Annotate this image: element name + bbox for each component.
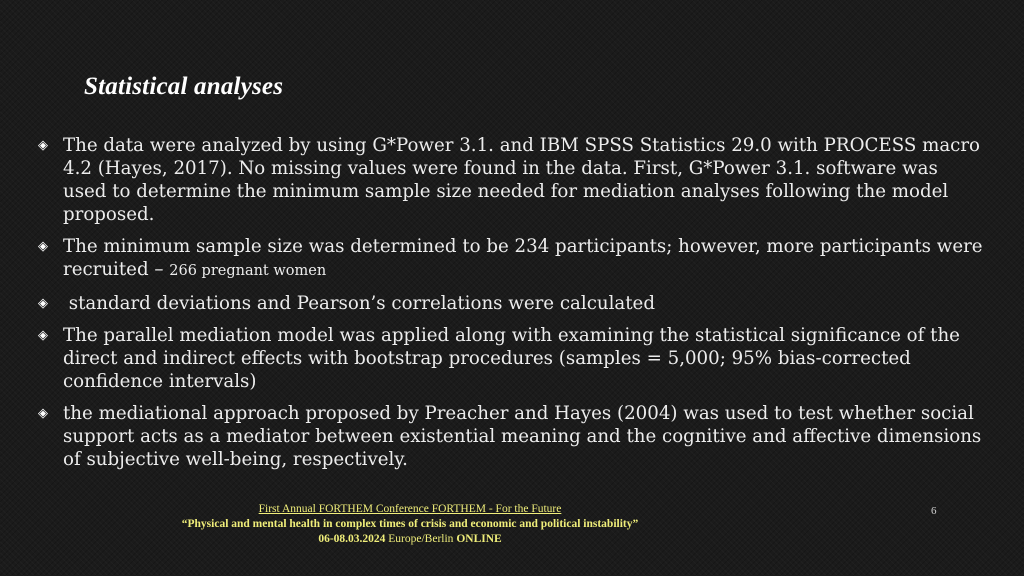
- bullet-item: [36, 235, 986, 283]
- bullet-text: the mediational approach proposed by Preacher and Hayes (2004) was used to test whether social support acts as a mediator between existential meaning and the cognitive and affective dimensions of subjective well-being, respectively.: [63, 403, 982, 470]
- page-number: 6: [931, 505, 937, 517]
- bullet-text: The parallel mediation model was applied along with examining the statistical significance of the direct and indirect effects with bootstrap procedures (samples = 5,000; 95% bias-corrected confidence intervals): [63, 325, 960, 392]
- conference-subtitle: “Physical and mental health in complex times of crisis and economic and political instability”: [181, 518, 639, 530]
- bullet-item: [36, 134, 986, 226]
- diamond-bullet-icon: ◈: [38, 239, 48, 254]
- conference-date: 06-08.03.2024: [318, 533, 386, 545]
- conference-location: Europe/Berlin: [388, 533, 454, 545]
- bullet-text: The minimum sample size was determined to be 234 participants; however, more participants were recruited –: [63, 236, 983, 280]
- conference-dates-line: [150, 532, 670, 547]
- diamond-bullet-icon: ◈: [38, 328, 48, 343]
- diamond-bullet-icon: ◈: [38, 138, 48, 153]
- bullet-text: standard deviations and Pearson’s correlations were calculated: [63, 293, 655, 314]
- diamond-bullet-icon: ◈: [38, 406, 48, 421]
- conference-mode: ONLINE: [456, 533, 502, 545]
- conference-link[interactable]: First Annual FORTHEM Conference FORTHEM - For the Future: [258, 503, 562, 515]
- slide-title: Statistical analyses: [84, 73, 284, 100]
- bullet-list: [36, 134, 986, 480]
- diamond-bullet-icon: ◈: [38, 296, 48, 311]
- bullet-text-container: [63, 235, 986, 283]
- bullet-item: [36, 292, 986, 315]
- bullet-text: The data were analyzed by using G*Power 3.1. and IBM SPSS Statistics 29.0 with PROCESS macro 4.2 (Hayes, 2017). No missing values were found in the data. First, G*Power 3.1. software was used to determine the minimum sample size needed for mediation analyses following the model proposed.: [63, 135, 981, 225]
- bullet-item: [36, 402, 986, 471]
- bullet-item: [36, 324, 986, 393]
- footer: [150, 502, 670, 547]
- bullet-small-text: 266 pregnant women: [169, 263, 327, 279]
